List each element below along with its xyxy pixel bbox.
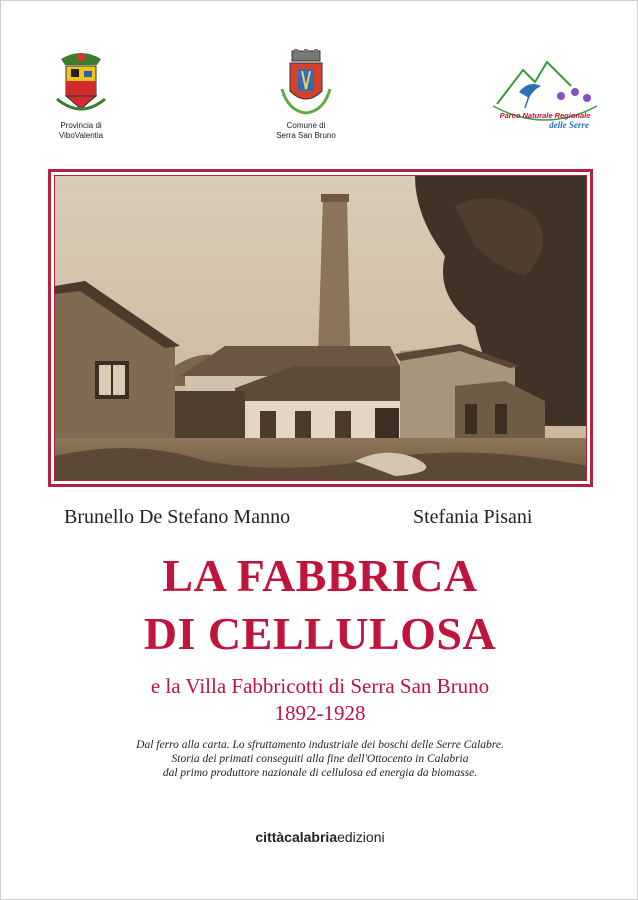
parco-logo <box>489 56 601 134</box>
cover-photo-frame <box>48 169 593 487</box>
parco-logo-icon <box>489 56 601 134</box>
title-line-2: DI CELLULOSA <box>143 608 497 659</box>
parco-name-text-2: delle Serre <box>549 120 589 130</box>
provincia-caption-line2: ViboValentia <box>58 131 104 140</box>
description-line-1: Dal ferro alla carta. Lo sfruttamento industriale dei boschi delle Serre Calabre. <box>136 739 504 751</box>
publisher-name-regular: edizioni <box>337 829 385 845</box>
provincia-coat-of-arms-icon <box>51 49 111 121</box>
provincia-caption-line1: Provincia di <box>60 121 102 130</box>
description <box>1 738 638 780</box>
comune-caption-line1: Comune di <box>286 121 326 130</box>
title-line-1: LA FABBRICA <box>162 550 478 601</box>
parco-name-text: Parco Naturale Regionale <box>499 111 591 120</box>
comune-coat-of-arms-icon <box>276 49 336 121</box>
provincia-logo <box>31 49 131 141</box>
description-line-2: Storia dei primati conseguiti alla fine dell'Ottocento in Calabria <box>171 753 469 765</box>
description-line-3: dal primo produttore nazionale di cellulosa ed energia da biomasse. <box>162 767 478 779</box>
author-first: Brunello De Stefano Manno <box>64 506 291 528</box>
publisher-logo <box>1 829 638 845</box>
cover-photo <box>54 175 587 481</box>
years: 1892-1928 <box>274 701 366 725</box>
subtitle: e la Villa Fabbricotti di Serra San Bruno <box>150 674 490 698</box>
comune-logo <box>251 49 361 141</box>
comune-caption-line2: Serra San Bruno <box>276 131 336 140</box>
author-second: Stefania Pisani <box>413 506 533 528</box>
factory-photo-illustration <box>55 176 587 481</box>
publisher-name-bold: cittàcalabria <box>255 829 338 845</box>
